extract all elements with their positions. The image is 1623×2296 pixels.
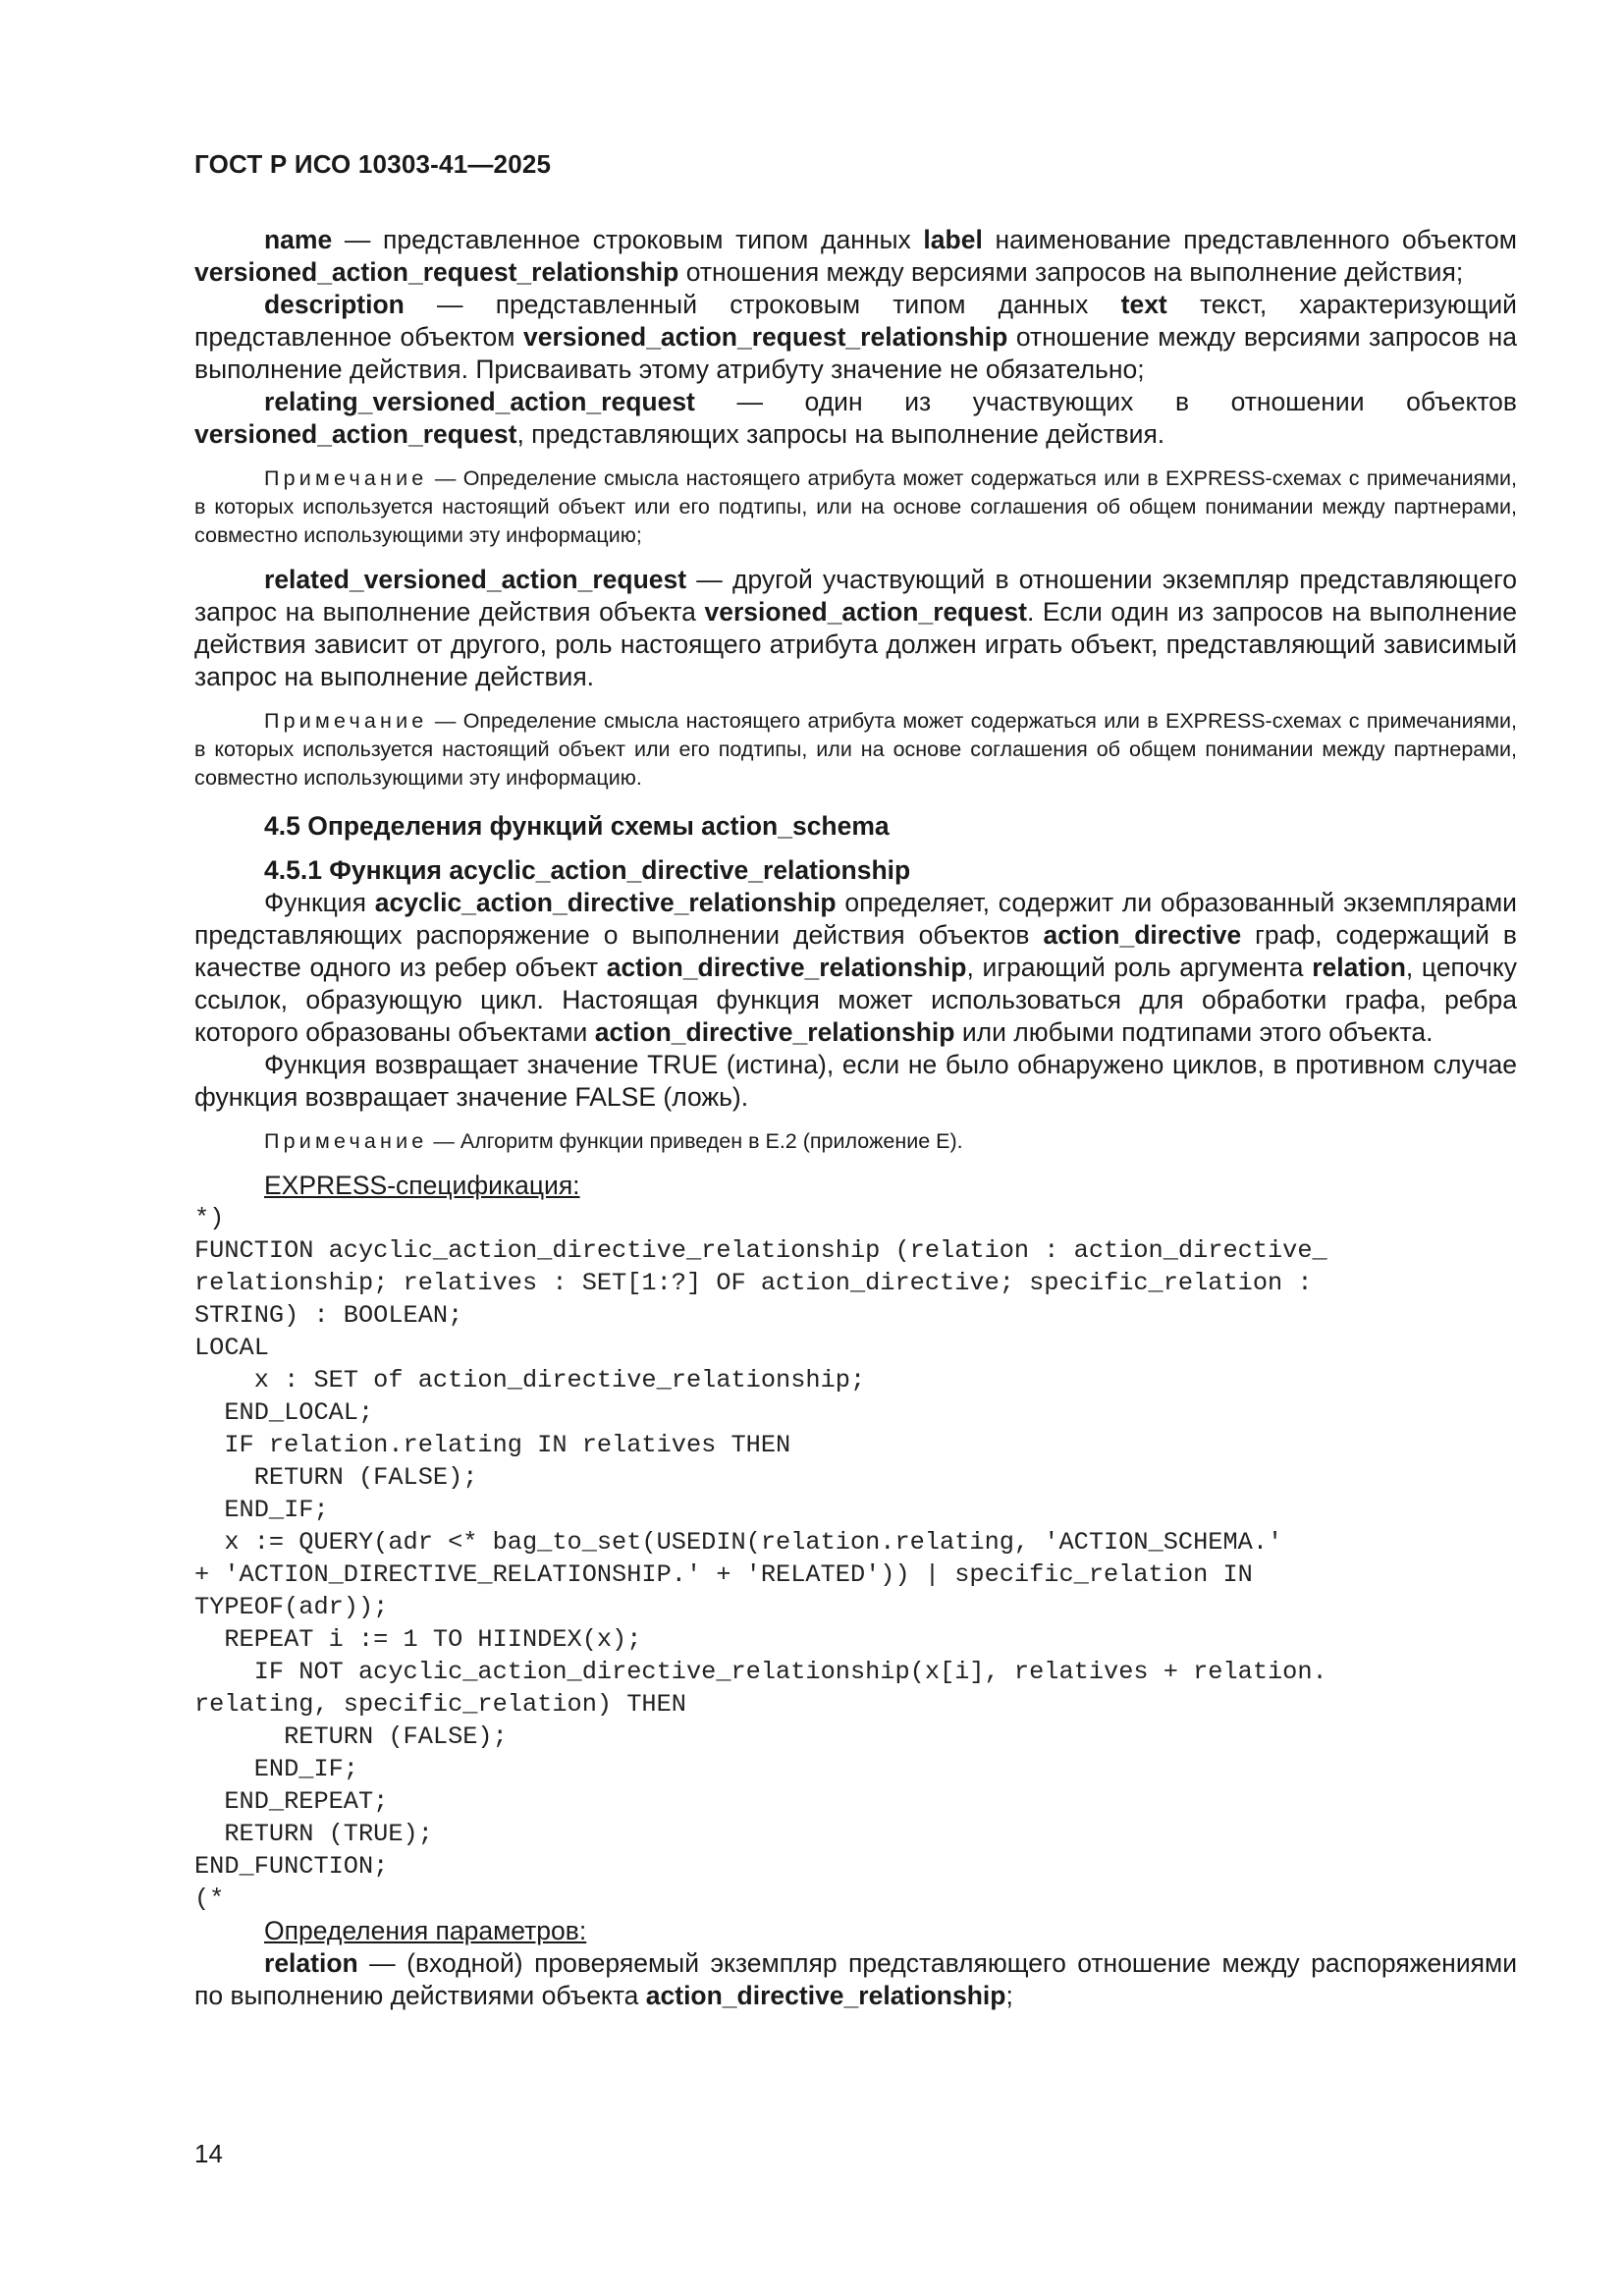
entity-name: action_directive_relationship — [594, 1017, 955, 1047]
text-run: — представленное строковым типом данных — [332, 225, 924, 254]
attr-description-paragraph — [194, 289, 1517, 386]
text-run: — один из участвующих в отношении объектов — [694, 387, 1517, 416]
text-run: отношения между версиями запросов на выполнение действия; — [678, 257, 1464, 287]
entity-name: action_directive — [1043, 920, 1242, 950]
text-run: или любыми подтипами этого объекта. — [954, 1017, 1434, 1047]
attr-relating-paragraph — [194, 386, 1517, 451]
document-header: ГОСТ Р ИСО 10303-41—2025 — [194, 149, 552, 179]
entity-name: relation — [1312, 953, 1406, 982]
params-label-line — [194, 1915, 1517, 1947]
attr-related-term: related_versioned_action_request — [264, 565, 687, 594]
attr-name-paragraph — [194, 224, 1517, 289]
note-2 — [194, 707, 1517, 793]
type-label: text — [1120, 290, 1167, 319]
note-text: — Алгоритм функции приведен в Е.2 (приложение Е). — [427, 1129, 963, 1153]
page-number: 14 — [194, 2139, 223, 2168]
function-description — [194, 887, 1517, 1049]
entity-name: versioned_action_request_relationship — [194, 257, 679, 287]
text-run: — представленный строковым типом данных — [404, 290, 1121, 319]
note-text: — Определение смысла настоящего атрибута может содержаться или в EXPRESS-схемах с примечаниями, в которых используется настоящий объект или его подтипы, или на основе соглашения об общем понимании между партнерами, совместно использующими эту информацию. — [194, 709, 1517, 790]
text-run: определяет, содержит ли образованный экземплярами представляющих распоряжение о выполнении действия объектов — [194, 888, 1517, 950]
page-content — [194, 224, 1517, 2012]
text-run: , представляющих запросы на выполнение действия. — [516, 419, 1165, 449]
return-description: Функция возвращает значение TRUE (истина), если не было обнаружено циклов, в противном случае функция возвращает значение FALSE (ложь). — [194, 1050, 1517, 1112]
entity-name: action_directive_relationship — [645, 1981, 1006, 2010]
attr-description-term: description — [264, 290, 405, 319]
param-term: relation — [264, 1948, 358, 1978]
express-code-block: *) FUNCTION acyclic_action_directive_relationship (relation : action_directive_ relationship; relatives : SET[1:?] OF action_directive; specific_relation : STRING) : BOOLEAN; LOCAL x : SET of action_directive_relationship; END_LOCAL; IF relation.relating IN relatives THEN RETURN (FALSE); END_IF; x := QUERY(adr <* bag_to_set(USEDIN(relation.relating, 'ACTION_SCHEMA.' + 'ACTION_DIRECTIVE_RELATIONSHIP.' + 'RELATED')) | specific_relation IN TYPEOF(adr)); REPEAT i := 1 TO HIINDEX(x); IF NOT acyclic_action_directive_relationship(x[i], relatives + relation. relating, specific_relation) THEN RETURN (FALSE); END_IF; END_REPEAT; RETURN (TRUE); END_FUNCTION; (* — [194, 1204, 1327, 1913]
note-label: Примечание — [264, 466, 428, 490]
text-run: , играющий роль аргумента — [966, 953, 1313, 982]
section-heading: 4.5 Определения функций схемы action_schema — [264, 811, 890, 841]
subsection-heading: 4.5.1 Функция acyclic_action_directive_relationship — [264, 855, 911, 885]
note-text: — Определение смысла настоящего атрибута может содержаться или в EXPRESS-схемах с примечаниями, в которых используется настоящий объект или его подтипы, или на основе соглашения об общем понимании между партнерами, совместно использующими эту информацию; — [194, 466, 1517, 547]
text-run: Функция — [264, 888, 375, 917]
entity-name: versioned_action_request — [704, 597, 1027, 627]
entity-name: versioned_action_request_relationship — [523, 322, 1008, 352]
attr-name-term: name — [264, 225, 333, 254]
param-relation-paragraph — [194, 1947, 1517, 2012]
text-run: отношение между версиями запросов на выполнение действия. Присваивать этому атрибуту значение не обязательно; — [194, 322, 1517, 384]
entity-name: acyclic_action_directive_relationship — [374, 888, 837, 917]
note-label: Примечание — [264, 709, 428, 733]
note-label: Примечание — [264, 1129, 428, 1153]
entity-name: versioned_action_request — [194, 419, 517, 449]
text-run: — другой участвующий в отношении экземпляр представляющего запрос на выполнение действия объекта — [194, 565, 1517, 627]
express-label-line — [194, 1170, 1517, 1202]
text-run: , цепочку ссылок, образующую цикл. Настоящая функция может использоваться для обработки графа, ребра которого образованы объектами — [194, 953, 1518, 1047]
express-spec-label: EXPRESS-спецификация: — [264, 1171, 580, 1200]
attr-relating-term: relating_versioned_action_request — [264, 387, 695, 416]
text-run: . Если один из запросов на выполнение действия зависит от другого, роль настоящего атрибута должен играть объект, представляющий зависимый запрос на выполнение действия. — [194, 597, 1518, 691]
attr-related-paragraph — [194, 564, 1517, 693]
text-run: — (входной) проверяемый экземпляр представляющего отношение между распоряжениями по выполнению действиями объекта — [194, 1948, 1517, 2010]
text-run: текст, характеризующий представленное объектом — [194, 290, 1517, 352]
note-3 — [194, 1127, 1517, 1156]
note-1 — [194, 465, 1517, 550]
params-label: Определения параметров: — [264, 1916, 587, 1945]
text-run: ; — [1005, 1981, 1013, 2010]
text-run: граф, содержащий в качестве одного из ребер объект — [194, 920, 1517, 982]
type-label: label — [923, 225, 983, 254]
text-run: наименование представленного объектом — [982, 225, 1518, 254]
entity-name: action_directive_relationship — [606, 953, 967, 982]
